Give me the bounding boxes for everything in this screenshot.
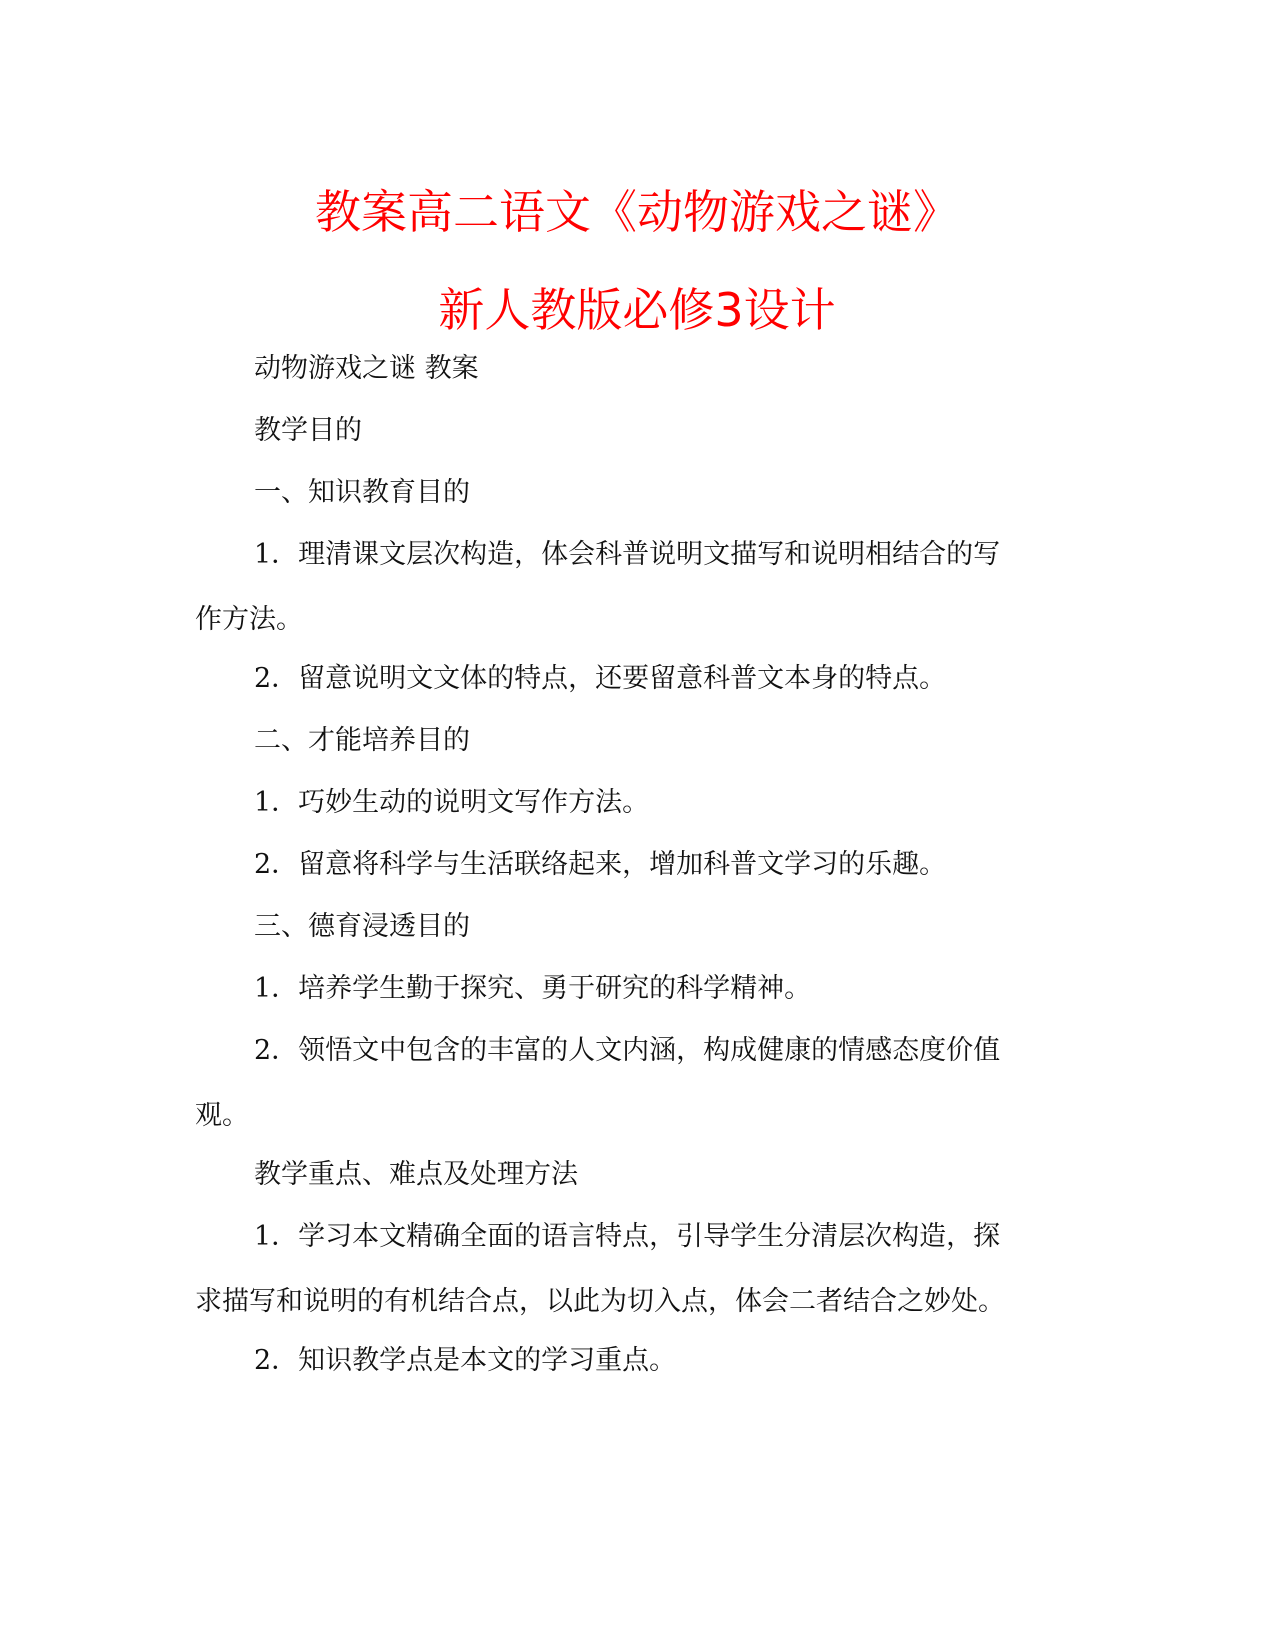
paragraph-key-point-1 (195, 1204, 1124, 1334)
document-title-line-1: 教案高二语文《动物游戏之谜》 (315, 185, 959, 239)
paragraph-lesson-heading: 动物游戏之谜 教案 (254, 353, 479, 384)
paragraph-ability-goal-2: 2．留意将科学与生活联络起来，增加科普文学习的乐趣。 (254, 849, 947, 880)
paragraph-key-points-heading: 教学重点、难点及处理方法 (254, 1159, 578, 1190)
paragraph-moral-goal-2 (195, 1018, 1124, 1148)
paragraph-moral-goal-1: 1．培养学生勤于探究、勇于研究的科学精神。 (254, 973, 812, 1004)
paragraph-line: 2．领悟文中包含的丰富的人文内涵，构成健康的情感态度价值 (254, 1035, 1001, 1066)
paragraph-line: 1．理清课文层次构造，体会科普说明文描写和说明相结合的写 (254, 539, 1001, 570)
document-title-line-2: 新人教版必修3设计 (438, 283, 836, 337)
paragraph-knowledge-goal-1 (195, 522, 1124, 652)
paragraph-line: 观。 (195, 1100, 249, 1131)
paragraph-teaching-goals: 教学目的 (254, 415, 362, 446)
paragraph-line: 作方法。 (195, 604, 303, 635)
paragraph-moral-goal-heading: 三、德育浸透目的 (254, 911, 470, 942)
paragraph-knowledge-goal-heading: 一、知识教育目的 (254, 477, 470, 508)
paragraph-ability-goal-1: 1．巧妙生动的说明文写作方法。 (254, 787, 650, 818)
paragraph-knowledge-goal-2: 2．留意说明文文体的特点，还要留意科普文本身的特点。 (254, 663, 947, 694)
paragraph-line: 求描写和说明的有机结合点，以此为切入点，体会二者结合之妙处。 (195, 1286, 1005, 1317)
paragraph-ability-goal-heading: 二、才能培养目的 (254, 725, 470, 756)
paragraph-key-point-2: 2．知识教学点是本文的学习重点。 (254, 1345, 677, 1376)
paragraph-line: 1．学习本文精确全面的语言特点，引导学生分清层次构造，探 (254, 1221, 1001, 1252)
